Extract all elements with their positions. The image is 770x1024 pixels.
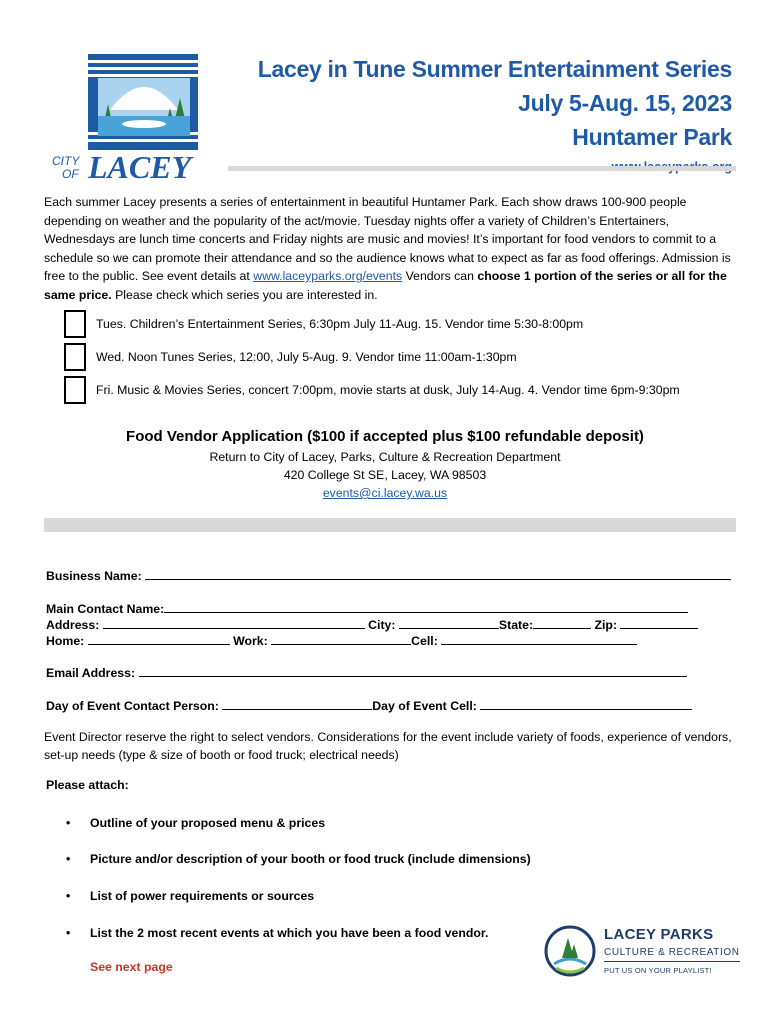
day-contact-label: Day of Event Contact Person: [46, 699, 219, 713]
checkbox-friday[interactable] [64, 376, 86, 404]
state-field[interactable] [533, 616, 591, 629]
intro-text-2: Vendors can [402, 269, 478, 283]
intro-bold-text: choose 1 portion of the series or all for the same price. [44, 269, 727, 302]
intro-text-3: Please check which series you are interested in. [111, 287, 378, 302]
parks-tagline: PUT US ON YOUR PLAYLIST! [604, 966, 712, 975]
attach-item-text: List the 2 most recent events at which you have been a food vendor. [90, 926, 489, 940]
attach-item-text: Picture and/or description of your booth or food truck (include dimensions) [90, 852, 531, 866]
day-cell-field[interactable] [480, 697, 692, 710]
section-divider [44, 518, 736, 532]
application-title: Food Vendor Application ($100 if accepted plus $100 refundable deposit) [126, 428, 644, 445]
header-divider [228, 166, 736, 171]
day-contact-row [46, 697, 692, 713]
day-cell-label: Day of Event Cell: [372, 699, 477, 713]
email-row [46, 664, 687, 680]
address-field[interactable] [103, 616, 365, 629]
series-dates: July 5-Aug. 15, 2023 [518, 90, 732, 116]
attach-heading: Please attach: [46, 778, 129, 792]
city-of-lacey-logo [52, 52, 210, 184]
day-contact-field[interactable] [222, 697, 372, 710]
intro-paragraph [44, 193, 736, 304]
parks-logo-text [604, 926, 740, 975]
address-row [46, 616, 698, 632]
logo-of-text: OF [62, 167, 79, 181]
work-phone-field[interactable] [271, 632, 411, 645]
attach-item [66, 816, 325, 830]
see-next-page: See next page [90, 960, 173, 974]
main-contact-label: Main Contact Name: [46, 602, 165, 616]
selection-disclaimer: Event Director reserve the right to select vendors. Considerations for the event include variety of foods, experience of vendors, set-up needs (type & size of booth or food truck; electrical needs) [44, 730, 732, 762]
email-line [0, 486, 770, 500]
series-option-friday[interactable] [64, 376, 744, 408]
attach-item [66, 926, 488, 940]
zip-label: Zip: [594, 618, 618, 632]
mailing-address: 420 College St SE, Lacey, WA 98503 [283, 468, 487, 482]
series-location: Huntamer Park [572, 124, 732, 150]
zip-field[interactable] [620, 616, 698, 629]
series-title: Lacey in Tune Summer Entertainment Series [257, 56, 732, 82]
city-field[interactable] [399, 616, 499, 629]
bullet-icon: • [66, 889, 71, 903]
parks-emblem-icon [540, 918, 604, 984]
cell-label: Cell: [411, 634, 438, 648]
header-titles [258, 52, 732, 174]
parks-subtitle: CULTURE & RECREATION [604, 947, 740, 962]
state-label: State: [498, 618, 534, 632]
intro-text: Each summer Lacey presents a series of entertainment in beautiful Huntamer Park. Each show draws 100-900 people depending on weather and the popularity of the act/movie. Tuesday nights offer a variety of Children’s Entertainers, Wednesdays are lunch time concerts and Friday nights are music and movies! It’s important for food vendors to commit to a schedule so we can promote their attendance and so the audience knows what to expect as far as food offerings. Admission is free to the public. See event details at [44, 195, 731, 283]
attach-item [66, 889, 314, 903]
attach-item-text: List of power requirements or sources [90, 889, 315, 903]
parks-title: LACEY PARKS [604, 926, 714, 943]
home-phone-field[interactable] [88, 632, 230, 645]
logo-lacey-text: LACEY [88, 149, 192, 184]
events-link[interactable]: www.laceyparks.org/events [253, 269, 403, 283]
phone-row [46, 632, 637, 648]
series-option-label: Tues. Children’s Entertainment Series, 6:30pm July 11-Aug. 15. Vendor time 5:30-8:00pm [96, 317, 584, 331]
series-option-wednesday[interactable] [64, 343, 744, 375]
series-option-label: Wed. Noon Tunes Series, 12:00, July 5-Aug. 9. Vendor time 11:00am-1:30pm [96, 350, 517, 364]
email-label: Email Address: [46, 666, 136, 680]
business-name-label: Business Name: [46, 569, 142, 583]
cell-phone-field[interactable] [441, 632, 637, 645]
return-to-text: Return to City of Lacey, Parks, Culture & Recreation Department [209, 450, 561, 464]
email-link[interactable]: events@ci.lacey.wa.us [322, 486, 448, 500]
work-label: Work: [233, 634, 268, 648]
business-name-field[interactable] [145, 567, 731, 580]
main-contact-row [46, 600, 688, 616]
checkbox-tuesday[interactable] [64, 310, 86, 338]
bullet-icon: • [66, 926, 71, 940]
address-label: Address: [46, 618, 100, 632]
business-name-row [46, 567, 731, 583]
series-option-label: Fri. Music & Movies Series, concert 7:00pm, movie starts at dusk, July 14-Aug. 4. Vendor time 6pm-9:30pm [96, 383, 680, 397]
email-field[interactable] [139, 664, 687, 677]
checkbox-wednesday[interactable] [64, 343, 86, 371]
home-label: Home: [46, 634, 85, 648]
series-option-tuesday[interactable] [64, 310, 744, 342]
bullet-icon: • [66, 852, 71, 866]
bullet-icon: • [66, 816, 71, 830]
main-contact-field[interactable] [164, 600, 688, 613]
attach-item-text: Outline of your proposed menu & prices [90, 816, 326, 830]
city-label: City: [368, 618, 396, 632]
attach-item [66, 852, 531, 866]
logo-city-text: CITY [52, 154, 80, 168]
